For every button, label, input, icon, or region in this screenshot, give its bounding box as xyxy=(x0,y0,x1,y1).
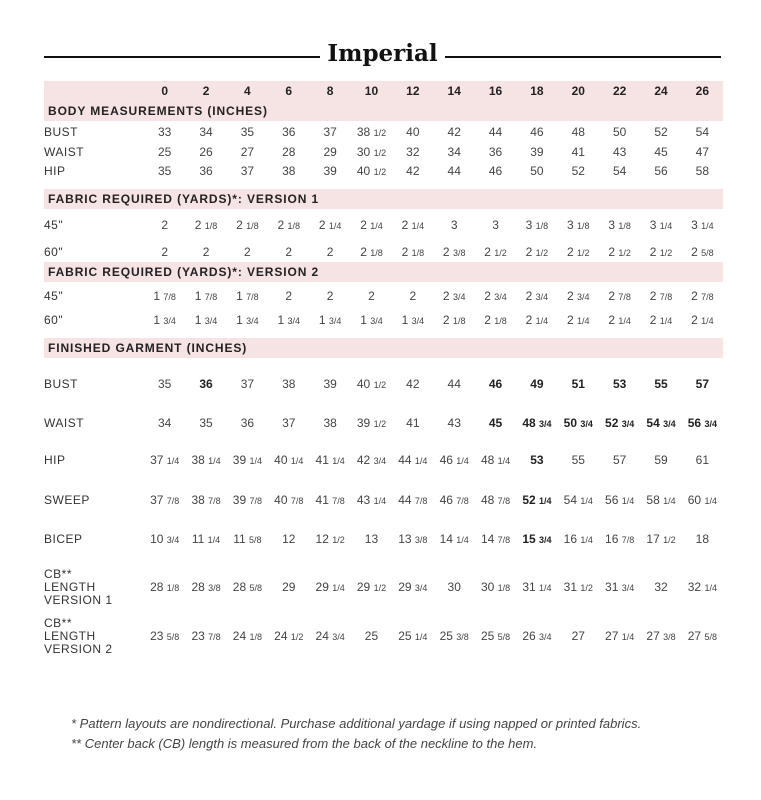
row-label: BICEP xyxy=(44,532,83,546)
value-cell: 44 xyxy=(447,164,461,178)
value-cell: 28 3/8 xyxy=(191,580,221,594)
size-chart-table xyxy=(44,81,723,659)
value-cell: 53 xyxy=(530,453,544,467)
table-row xyxy=(44,142,723,161)
value-cell: 25 3/8 xyxy=(439,629,469,643)
value-cell: 40 1/2 xyxy=(356,376,387,391)
value-cell: 38 xyxy=(282,376,296,391)
value-cell: 51 xyxy=(571,376,585,391)
value-cell: 15 3/4 xyxy=(522,532,552,546)
value-cell: 46 xyxy=(530,124,544,139)
size-header-cell: 18 xyxy=(516,81,557,101)
value-cell: 1 3/4 xyxy=(236,313,259,327)
value-cell: 46 xyxy=(488,164,503,178)
value-cell: 30 xyxy=(447,580,461,594)
value-cell: 56 xyxy=(654,164,668,178)
value-cell: 27 5/8 xyxy=(687,629,717,643)
value-cell: 28 xyxy=(282,144,296,159)
value-cell: 50 xyxy=(530,164,544,178)
value-cell: 11 1/4 xyxy=(191,532,221,546)
section-fabric-version-2 xyxy=(44,262,723,282)
value-cell: 27 xyxy=(240,144,255,159)
table-row xyxy=(44,241,723,262)
section-label: FINISHED GARMENT (INCHES) xyxy=(44,338,723,358)
value-cell: 29 3/4 xyxy=(398,580,428,594)
value-cell: 3 1/8 xyxy=(525,218,549,232)
value-cell: 3 1/8 xyxy=(567,218,590,232)
value-cell: 46 xyxy=(488,376,503,391)
table-row xyxy=(44,517,723,561)
size-header-cell: 16 xyxy=(475,81,516,101)
value-cell: 14 1/4 xyxy=(439,532,469,546)
table-row xyxy=(44,209,723,241)
value-cell: 58 xyxy=(695,164,710,178)
value-cell: 42 xyxy=(406,376,420,391)
value-cell: 52 3/4 xyxy=(605,416,635,430)
value-cell: 2 xyxy=(202,244,210,259)
value-cell: 38 1/2 xyxy=(356,124,387,139)
value-cell: 29 xyxy=(282,580,296,594)
table-row xyxy=(44,561,723,613)
value-cell: 2 3/4 xyxy=(567,288,590,303)
value-cell: 2 1/4 xyxy=(649,313,673,327)
value-cell: 54 xyxy=(612,164,627,178)
table-row xyxy=(44,282,723,309)
table-row xyxy=(44,121,723,142)
footnotes xyxy=(71,714,641,754)
size-header-cell: 22 xyxy=(599,81,640,101)
value-cell: 31 3/4 xyxy=(605,580,635,594)
size-header-cell: 14 xyxy=(434,81,475,101)
value-cell: 14 7/8 xyxy=(480,532,511,546)
value-cell: 2 3/4 xyxy=(525,288,549,303)
value-cell: 2 xyxy=(368,288,375,303)
row-label: 60" xyxy=(44,313,64,327)
value-cell: 36 xyxy=(240,416,255,430)
value-cell: 1 7/8 xyxy=(194,288,218,303)
row-label: 45" xyxy=(44,288,64,303)
value-cell: 25 1/4 xyxy=(398,629,428,643)
value-cell: 2 3/8 xyxy=(442,244,466,259)
value-cell: 52 1/4 xyxy=(522,493,552,507)
value-cell: 1 3/4 xyxy=(277,313,301,327)
table-row xyxy=(44,483,723,517)
table-row xyxy=(44,437,723,483)
value-cell: 45 xyxy=(654,144,668,159)
value-cell: 2 1/4 xyxy=(608,313,631,327)
value-cell: 31 1/4 xyxy=(522,580,552,594)
row-label: HIP xyxy=(44,164,66,178)
value-cell: 42 xyxy=(406,164,420,178)
row-label: CB** LENGTH VERSION 1 xyxy=(44,566,113,607)
section-body-measurements xyxy=(44,101,723,121)
size-header-cell: 8 xyxy=(309,81,350,101)
value-cell: 53 xyxy=(612,376,627,391)
size-header-cell: 0 xyxy=(144,81,185,101)
value-cell: 36 xyxy=(199,376,213,391)
value-cell: 3 xyxy=(450,218,458,232)
value-cell: 2 1/4 xyxy=(567,313,590,327)
value-cell: 41 7/8 xyxy=(315,493,345,507)
value-cell: 29 1/4 xyxy=(315,580,345,594)
size-header-cell: 6 xyxy=(268,81,309,101)
section-fabric-version-1 xyxy=(44,189,723,209)
value-cell: 2 1/8 xyxy=(484,313,507,327)
value-cell: 35 xyxy=(199,416,213,430)
value-cell: 1 3/4 xyxy=(194,313,218,327)
value-cell: 2 1/2 xyxy=(525,244,549,259)
value-cell: 35 xyxy=(158,164,172,178)
page-title: Imperial xyxy=(327,40,438,67)
value-cell: 44 xyxy=(447,376,461,391)
value-cell: 37 xyxy=(282,416,296,430)
value-cell: 41 xyxy=(571,144,585,159)
value-cell: 28 1/8 xyxy=(150,580,180,594)
value-cell: 2 1/4 xyxy=(401,218,425,232)
size-header-cell: 12 xyxy=(392,81,433,101)
value-cell: 2 7/8 xyxy=(691,288,714,303)
value-cell: 2 xyxy=(326,244,334,259)
value-cell: 38 7/8 xyxy=(191,493,221,507)
value-cell: 12 xyxy=(282,532,296,546)
value-cell: 12 1/2 xyxy=(315,532,345,546)
value-cell: 3 1/4 xyxy=(691,218,714,232)
value-cell: 37 7/8 xyxy=(150,493,180,507)
value-cell: 36 xyxy=(199,164,213,178)
spacer-cell xyxy=(44,331,723,338)
size-header-cell: 4 xyxy=(227,81,268,101)
value-cell: 44 xyxy=(488,124,503,139)
value-cell: 32 1/4 xyxy=(687,580,717,594)
table-row xyxy=(44,409,723,437)
value-cell: 50 3/4 xyxy=(563,416,593,430)
value-cell: 39 xyxy=(323,164,337,178)
value-cell: 2 1/2 xyxy=(608,244,631,259)
size-header-cell: 26 xyxy=(682,81,723,101)
value-cell: 2 1/8 xyxy=(360,244,383,259)
value-cell: 52 xyxy=(654,124,668,139)
value-cell: 55 xyxy=(654,376,668,391)
section-finished-garment xyxy=(44,338,723,358)
value-cell: 39 7/8 xyxy=(232,493,262,507)
value-cell: 35 xyxy=(158,376,172,391)
value-cell: 41 1/4 xyxy=(315,453,345,467)
value-cell: 31 1/2 xyxy=(563,580,593,594)
section-label: FABRIC REQUIRED (YARDS)*: VERSION 2 xyxy=(44,262,723,282)
value-cell: 1 7/8 xyxy=(236,288,259,303)
value-cell: 59 xyxy=(654,453,668,467)
row-label: 60" xyxy=(44,244,64,259)
value-cell: 1 3/4 xyxy=(318,313,342,327)
value-cell: 3 xyxy=(492,218,499,232)
value-cell: 38 xyxy=(323,416,337,430)
value-cell: 43 xyxy=(447,416,461,430)
footnote-cb-length: ** Center back (CB) length is measured from the back of the neckline to the hem. xyxy=(71,736,538,751)
value-cell: 30 1/8 xyxy=(480,580,511,594)
value-cell: 2 1/2 xyxy=(567,244,590,259)
value-cell: 23 7/8 xyxy=(191,629,221,643)
size-header-cell: 24 xyxy=(640,81,681,101)
value-cell: 26 3/4 xyxy=(522,629,552,643)
value-cell: 39 xyxy=(323,376,337,391)
value-cell: 54 3/4 xyxy=(646,416,676,430)
value-cell: 48 7/8 xyxy=(480,493,511,507)
value-cell: 50 xyxy=(612,124,627,139)
value-cell: 3 1/4 xyxy=(649,218,673,232)
value-cell: 13 3/8 xyxy=(398,532,428,546)
value-cell: 2 xyxy=(161,218,169,232)
row-label: HIP xyxy=(44,453,66,467)
row-label: WAIST xyxy=(44,416,85,430)
footnote-nondirectional: * Pattern layouts are nondirectional. Purchase additional yardage if using napped or printed fabrics. xyxy=(71,716,642,731)
value-cell: 26 xyxy=(199,144,213,159)
value-cell: 2 1/8 xyxy=(401,244,425,259)
size-header-row xyxy=(44,81,723,101)
row-label: BUST xyxy=(44,376,79,391)
value-cell: 11 5/8 xyxy=(233,532,262,546)
value-cell: 1 3/4 xyxy=(153,313,176,327)
value-cell: 40 1/4 xyxy=(274,453,304,467)
section-label: FABRIC REQUIRED (YARDS)*: VERSION 1 xyxy=(44,189,723,209)
value-cell: 46 7/8 xyxy=(439,493,469,507)
value-cell: 49 xyxy=(530,376,544,391)
value-cell: 2 1/4 xyxy=(318,218,342,232)
row-label: WAIST xyxy=(44,144,85,159)
value-cell: 41 xyxy=(406,416,420,430)
value-cell: 32 xyxy=(406,144,420,159)
value-cell: 30 1/2 xyxy=(356,144,387,159)
value-cell: 43 xyxy=(612,144,627,159)
row-label: CB** LENGTH VERSION 2 xyxy=(44,615,113,656)
value-cell: 42 3/4 xyxy=(356,453,387,467)
value-cell: 46 1/4 xyxy=(439,453,469,467)
value-cell: 29 1/2 xyxy=(356,580,387,594)
value-cell: 42 xyxy=(447,124,461,139)
table-row xyxy=(44,613,723,659)
value-cell: 3 1/8 xyxy=(608,218,631,232)
size-header-cell: 20 xyxy=(558,81,599,101)
value-cell: 39 1/4 xyxy=(232,453,262,467)
value-cell: 13 xyxy=(364,532,379,546)
value-cell: 25 xyxy=(158,144,172,159)
value-cell: 16 1/4 xyxy=(563,532,593,546)
value-cell: 17 1/2 xyxy=(646,532,676,546)
value-cell: 23 5/8 xyxy=(150,629,180,643)
value-cell: 2 xyxy=(161,244,169,259)
value-cell: 2 7/8 xyxy=(608,288,631,303)
value-cell: 2 7/8 xyxy=(649,288,673,303)
value-cell: 24 1/2 xyxy=(274,629,304,643)
value-cell: 55 xyxy=(571,453,585,467)
value-cell: 29 xyxy=(323,144,337,159)
value-cell: 34 xyxy=(199,124,213,139)
value-cell: 2 5/8 xyxy=(691,244,714,259)
value-cell: 36 xyxy=(282,124,296,139)
value-cell: 2 1/8 xyxy=(442,313,466,327)
table-row xyxy=(44,358,723,409)
value-cell: 36 xyxy=(488,144,503,159)
value-cell: 2 1/2 xyxy=(649,244,673,259)
size-header-corner xyxy=(44,81,144,101)
title-bar xyxy=(44,38,721,74)
value-cell: 37 xyxy=(240,164,255,178)
section-spacer xyxy=(44,181,723,189)
spacer-cell xyxy=(44,181,723,189)
value-cell: 57 xyxy=(612,453,627,467)
value-cell: 2 1/8 xyxy=(277,218,301,232)
section-spacer xyxy=(44,331,723,338)
value-cell: 48 1/4 xyxy=(480,453,511,467)
value-cell: 57 xyxy=(695,376,710,391)
value-cell: 18 xyxy=(695,532,710,546)
row-label: 45" xyxy=(44,218,64,232)
value-cell: 38 xyxy=(282,164,296,178)
value-cell: 34 xyxy=(447,144,461,159)
value-cell: 33 xyxy=(158,124,172,139)
value-cell: 54 1/4 xyxy=(563,493,593,507)
value-cell: 27 1/4 xyxy=(605,629,635,643)
value-cell: 25 xyxy=(364,629,379,643)
table-row xyxy=(44,309,723,331)
value-cell: 2 xyxy=(326,288,334,303)
value-cell: 48 3/4 xyxy=(522,416,552,430)
value-cell: 58 1/4 xyxy=(646,493,676,507)
value-cell: 16 7/8 xyxy=(605,532,635,546)
value-cell: 43 1/4 xyxy=(356,493,387,507)
value-cell: 2 1/4 xyxy=(691,313,714,327)
value-cell: 47 xyxy=(695,144,710,159)
value-cell: 60 1/4 xyxy=(687,493,717,507)
value-cell: 45 xyxy=(488,416,503,430)
value-cell: 34 xyxy=(158,416,172,430)
table-row xyxy=(44,161,723,181)
value-cell: 38 1/4 xyxy=(191,453,221,467)
row-label: BUST xyxy=(44,124,79,139)
value-cell: 44 7/8 xyxy=(398,493,428,507)
value-cell: 52 xyxy=(571,164,585,178)
value-cell: 61 xyxy=(695,453,710,467)
value-cell: 2 xyxy=(285,288,293,303)
value-cell: 1 7/8 xyxy=(153,288,176,303)
value-cell: 44 1/4 xyxy=(398,453,428,467)
value-cell: 2 1/4 xyxy=(360,218,383,232)
value-cell: 39 1/2 xyxy=(356,416,387,430)
value-cell: 37 xyxy=(240,376,255,391)
value-cell: 24 3/4 xyxy=(315,629,345,643)
value-cell: 2 1/8 xyxy=(236,218,259,232)
value-cell: 2 1/8 xyxy=(194,218,218,232)
value-cell: 2 3/4 xyxy=(484,288,507,303)
value-cell: 24 1/8 xyxy=(232,629,262,643)
row-label: SWEEP xyxy=(44,493,90,507)
value-cell: 2 1/2 xyxy=(484,244,507,259)
title-rule-right xyxy=(445,56,721,58)
value-cell: 2 xyxy=(244,244,251,259)
value-cell: 40 xyxy=(406,124,420,139)
value-cell: 1 3/4 xyxy=(360,313,383,327)
value-cell: 48 xyxy=(571,124,585,139)
value-cell: 2 1/4 xyxy=(525,313,549,327)
value-cell: 35 xyxy=(240,124,255,139)
value-cell: 2 3/4 xyxy=(442,288,466,303)
value-cell: 2 xyxy=(409,288,417,303)
size-header-cell: 2 xyxy=(185,81,226,101)
value-cell: 54 xyxy=(695,124,710,139)
value-cell: 1 3/4 xyxy=(401,313,425,327)
value-cell: 25 5/8 xyxy=(480,629,511,643)
value-cell: 56 3/4 xyxy=(687,416,717,430)
value-cell: 28 5/8 xyxy=(232,580,262,594)
value-cell: 32 xyxy=(654,580,668,594)
value-cell: 40 1/2 xyxy=(356,164,387,178)
size-header-cell: 10 xyxy=(351,81,392,101)
value-cell: 40 7/8 xyxy=(274,493,304,507)
value-cell: 56 1/4 xyxy=(605,493,635,507)
value-cell: 27 xyxy=(571,629,585,643)
value-cell: 37 xyxy=(323,124,337,139)
value-cell: 37 1/4 xyxy=(150,453,180,467)
value-cell: 10 3/4 xyxy=(150,532,180,546)
value-cell: 27 3/8 xyxy=(646,629,676,643)
value-cell: 39 xyxy=(530,144,544,159)
section-label: BODY MEASUREMENTS (INCHES) xyxy=(44,101,723,121)
value-cell: 2 xyxy=(285,244,293,259)
